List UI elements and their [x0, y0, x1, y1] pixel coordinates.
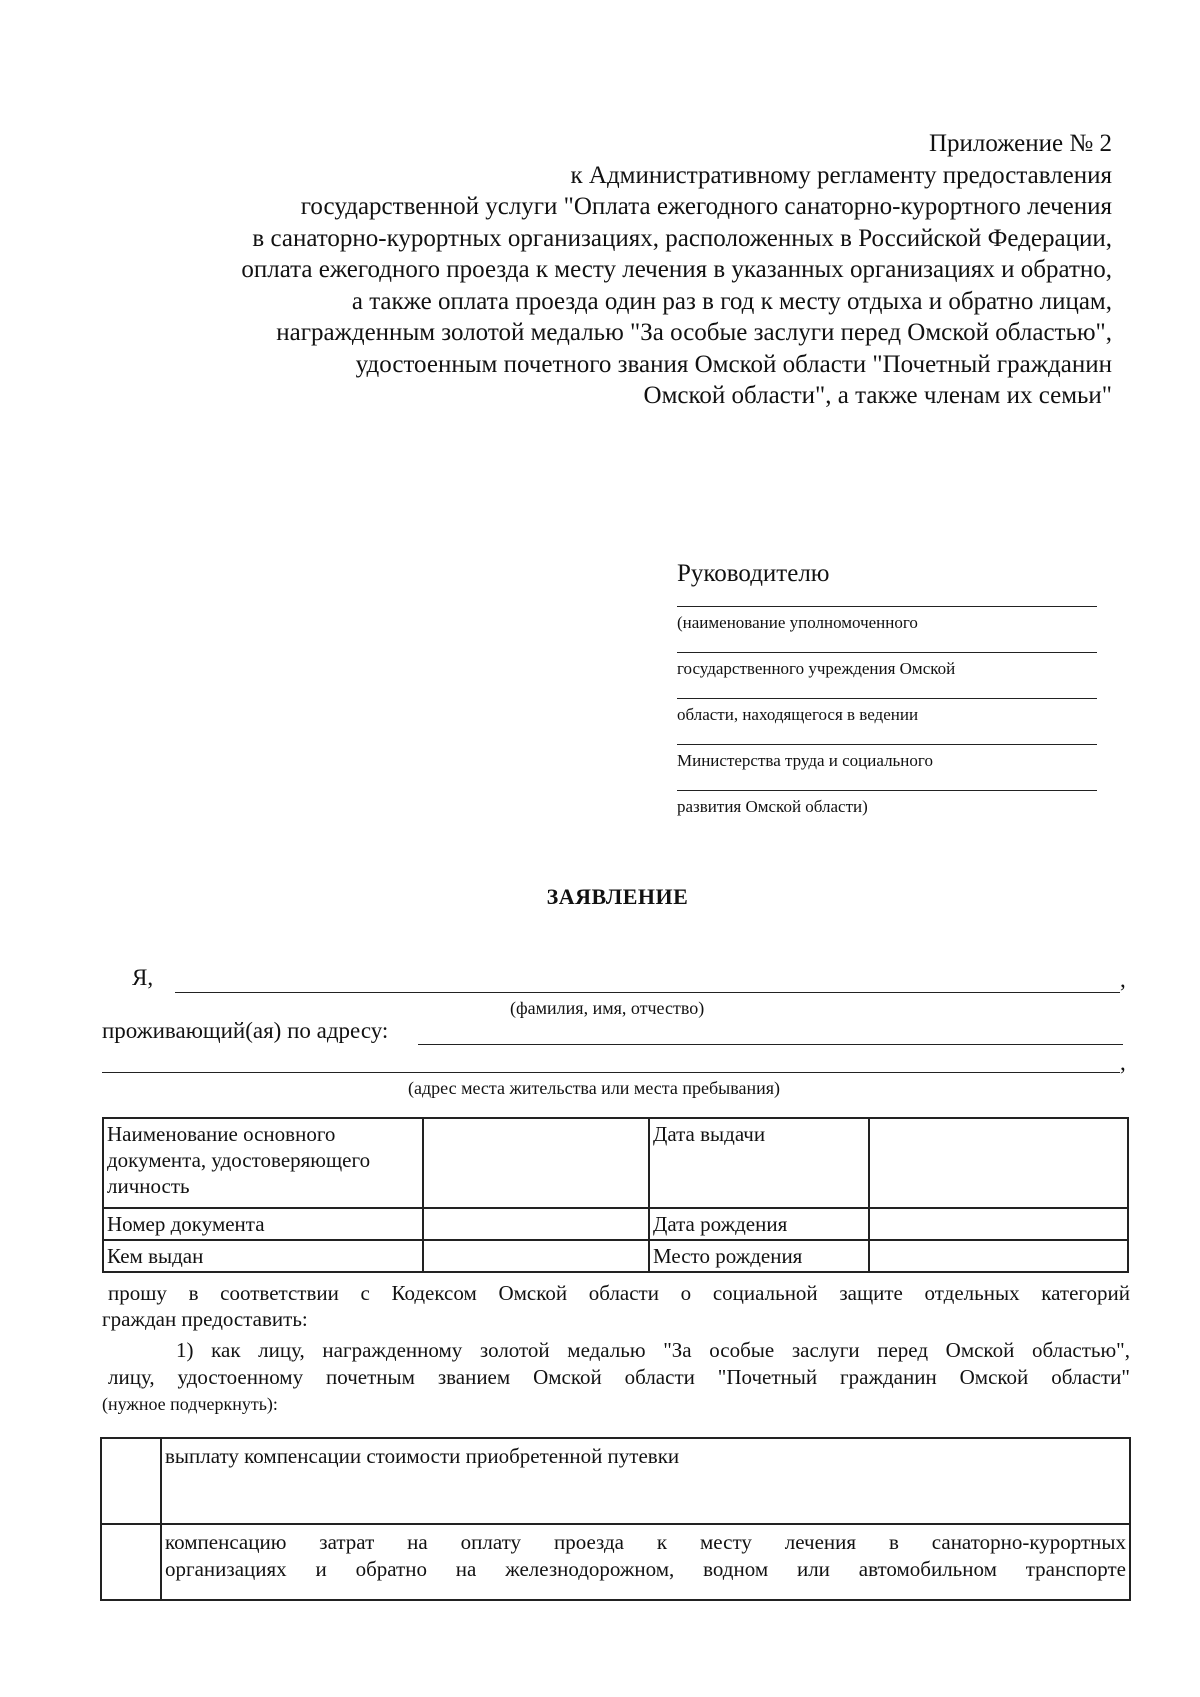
addressee-field-line[interactable]	[677, 652, 1097, 698]
table-row	[103, 1240, 1128, 1272]
option-row	[101, 1438, 1130, 1524]
addressee-caption: области, находящегося в ведении	[677, 705, 919, 724]
table-cell-input[interactable]	[423, 1208, 649, 1240]
addressee-field-line[interactable]	[677, 606, 1097, 652]
option-label: организациях и обратно на железнодорожном, водном или автомобильном транспорте	[165, 1557, 1126, 1581]
address-caption: (адрес места жительства или места пребывания)	[408, 1078, 780, 1098]
addressee-field-line[interactable]	[677, 744, 1097, 790]
table-cell-input[interactable]	[869, 1240, 1128, 1272]
option-row	[101, 1524, 1130, 1600]
appendix-number: Приложение № 2	[928, 130, 1112, 157]
addressee-field-line[interactable]	[677, 698, 1097, 744]
addressee-block	[677, 560, 1097, 836]
header-line: к Административному регламенту предоставления	[570, 161, 1112, 189]
option-label: компенсацию затрат на оплату проезда к месту лечения в санаторно-курортных	[165, 1530, 1126, 1554]
table-cell-input[interactable]	[423, 1118, 649, 1208]
address-input-line[interactable]	[418, 1020, 1123, 1045]
option-text	[161, 1524, 1130, 1600]
table-cell-label: Наименование основного документа, удостоверяющего личность	[103, 1118, 423, 1208]
addressee-caption: развития Омской области)	[677, 797, 868, 816]
address-label: проживающий(ая) по адресу:	[102, 1018, 389, 1043]
table-cell-label: Дата выдачи	[649, 1118, 869, 1208]
address-input-line-2[interactable]	[102, 1050, 1120, 1073]
header-line: награжденным золотой медалью "За особые заслуги перед Омской областью",	[276, 319, 1112, 346]
table-cell-label: Место рождения	[649, 1240, 869, 1272]
fio-comma: ,	[1120, 967, 1126, 992]
addressee-caption: (наименование уполномоченного	[677, 613, 918, 632]
header-line: в санаторно-курортных организациях, расположенных в Российской Федерации,	[252, 224, 1112, 252]
appendix-header	[92, 128, 1112, 412]
table-cell-label: Кем выдан	[103, 1240, 423, 1272]
addressee-caption: Министерства труда и социального	[677, 751, 933, 770]
request-item-line: 1) как лицу, награжденному золотой медалью "За особые заслуги перед Омской областью",	[176, 1338, 1130, 1362]
fio-input-line[interactable]	[175, 970, 1120, 993]
fio-caption: (фамилия, имя, отчество)	[510, 998, 705, 1018]
header-line: оплата ежегодного проезда к месту лечения в указанных организациях и обратно,	[241, 256, 1112, 283]
document-title: ЗАЯВЛЕНИЕ	[546, 884, 689, 909]
addressee-field-line[interactable]	[677, 790, 1097, 836]
option-checkbox[interactable]	[101, 1438, 161, 1524]
table-cell-label: Дата рождения	[649, 1208, 869, 1240]
identity-document-table	[102, 1117, 1129, 1273]
table-cell-label: Номер документа	[103, 1208, 423, 1240]
request-line: прошу в соответствии с Кодексом Омской области о социальной защите отдельных категорий	[108, 1281, 1130, 1305]
address-comma: ,	[1120, 1050, 1126, 1075]
request-item-line: лицу, удостоенному почетным званием Омской области "Почетный гражданин Омской области"	[108, 1365, 1130, 1389]
option-label: выплату компенсации стоимости приобретенной путевки	[165, 1444, 680, 1468]
table-cell-input[interactable]	[869, 1208, 1128, 1240]
addressee-title: Руководителю	[677, 560, 830, 587]
request-note: (нужное подчеркнуть):	[102, 1394, 278, 1414]
header-line: а также оплата проезда один раз в год к месту отдыха и обратно лицам,	[351, 287, 1112, 315]
table-row	[103, 1118, 1128, 1208]
i-label: Я,	[132, 965, 154, 990]
request-line: граждан предоставить:	[102, 1307, 308, 1331]
header-line: Омской области", а также членам их семьи"	[643, 382, 1112, 409]
table-cell-input[interactable]	[869, 1118, 1128, 1208]
table-cell-input[interactable]	[423, 1240, 649, 1272]
option-text	[161, 1438, 1130, 1524]
options-table	[100, 1437, 1131, 1601]
header-line: государственной услуги "Оплата ежегодного санаторно-курортного лечения	[300, 193, 1112, 220]
table-row	[103, 1208, 1128, 1240]
addressee-caption: государственного учреждения Омской	[677, 659, 956, 678]
header-line: удостоенным почетного звания Омской области "Почетный гражданин	[355, 350, 1112, 378]
option-checkbox[interactable]	[101, 1524, 161, 1600]
